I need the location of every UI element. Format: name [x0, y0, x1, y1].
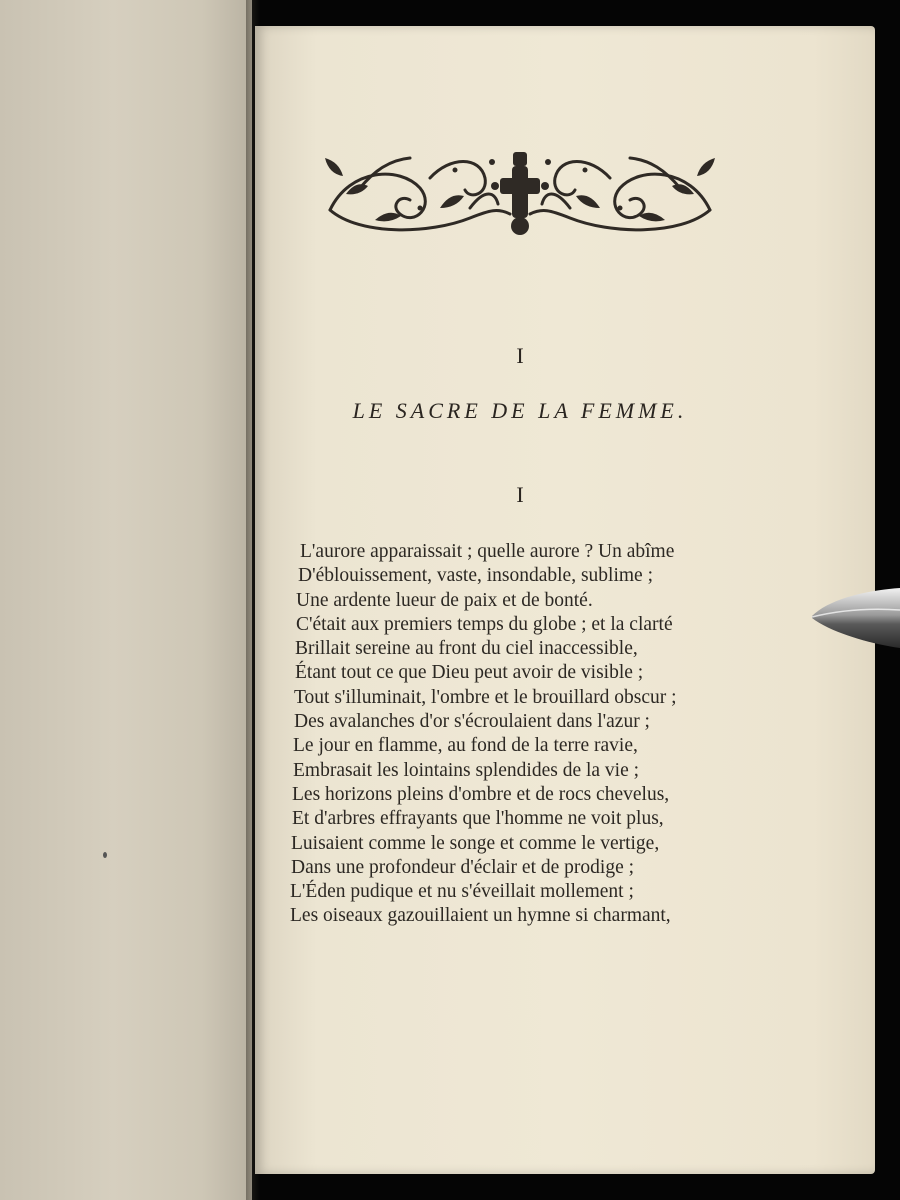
poem-line: Brillait sereine au front du ciel inaccessible,	[295, 638, 638, 660]
section-numeral: I	[516, 482, 524, 507]
metal-bookmark-icon	[810, 588, 900, 648]
floral-scroll-ornament-icon	[320, 148, 720, 240]
poem-line: Les horizons pleins d'ombre et de rocs chevelus,	[292, 783, 670, 805]
poem-line: Tout s'illuminait, l'ombre et le brouillard obscur ;	[294, 686, 677, 708]
part-numeral: I	[516, 343, 524, 368]
poem-line: C'était aux premiers temps du globe ; et la clarté	[296, 613, 673, 635]
poem-line: Des avalanches d'or s'écroulaient dans l'azur ;	[294, 711, 650, 733]
paper-speck	[103, 852, 107, 858]
poem-line: Luisaient comme le songe et comme le vertige,	[291, 832, 660, 854]
left-page	[0, 0, 252, 1200]
poem-line: Et d'arbres effrayants que l'homme ne voit plus,	[292, 808, 664, 830]
poem-line: L'aurore apparaissait ; quelle aurore ? Un abîme	[300, 541, 675, 562]
part-title: LE SACRE DE LA FEMME.	[352, 398, 688, 423]
poem-line: Le jour en flamme, au fond de la terre ravie,	[293, 735, 638, 757]
poem-line: L'Éden pudique et nu s'éveillait mollement ;	[290, 881, 634, 903]
poem-line: Dans une profondeur d'éclair et de prodige ;	[291, 856, 635, 878]
poem-line: D'éblouissement, vaste, insondable, sublime ;	[298, 565, 653, 587]
poem-line: Une ardente lueur de paix et de bonté.	[296, 589, 593, 611]
poem-text	[290, 540, 710, 929]
poem-line: Les oiseaux gazouillaient un hymne si charmant,	[290, 905, 671, 927]
poem-line: Étant tout ce que Dieu peut avoir de visible ;	[295, 662, 644, 684]
poem-line: Embrasait les lointains splendides de la vie ;	[293, 759, 640, 781]
